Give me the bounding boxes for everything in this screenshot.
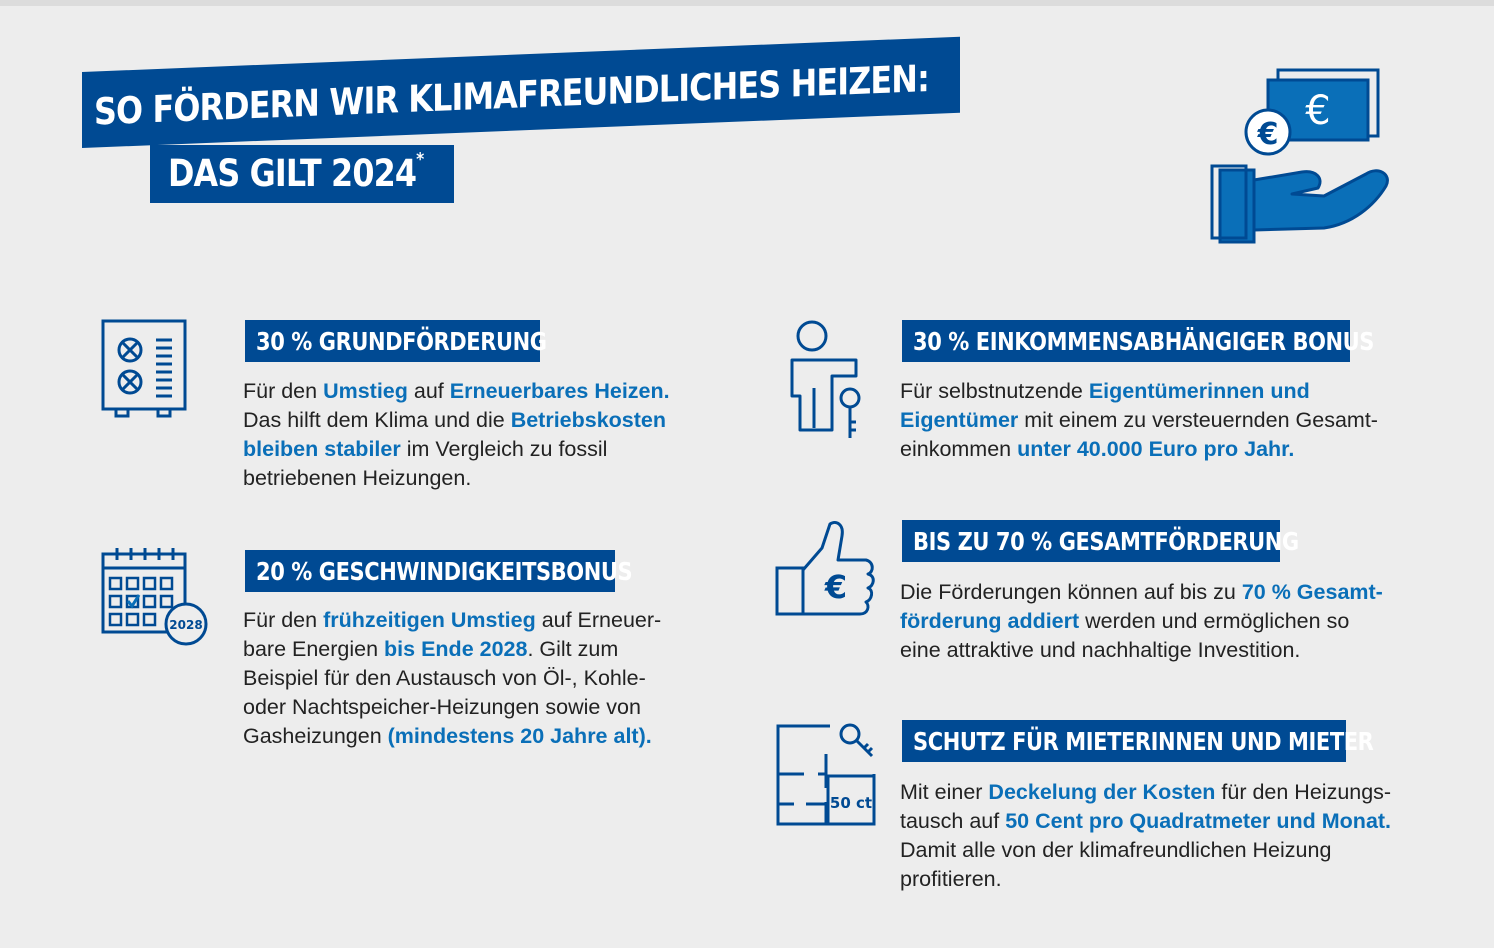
- euro-hand-icon: [1206, 66, 1392, 250]
- top-divider: [0, 0, 1494, 6]
- grund-title-tag: [245, 320, 547, 362]
- svg-text:2028: 2028: [169, 618, 203, 632]
- income-title: 30 % EINKOMMENSABHÄNGIGER BONUS: [913, 327, 1375, 356]
- owner-key-icon: [784, 318, 868, 442]
- total-title: BIS ZU 70 % GESAMTFÖRDERUNG: [913, 527, 1299, 556]
- tenant-text: Mit einer Deckelung der Kosten für den Heizungs- tausch auf 50 Cent pro Quadratmeter und Monat. Damit alle von der klimafreundlichen Heizung profitieren.: [900, 780, 1392, 891]
- tenant-title-tag: [902, 720, 1374, 762]
- svg-text:50 ct: 50 ct: [829, 794, 873, 812]
- svg-text:€: €: [1305, 88, 1331, 134]
- header-title-line1: SO FÖRDERN WIR KLIMAFREUNDLICHES HEIZEN:: [94, 56, 929, 134]
- thumbs-up-euro-icon: [774, 518, 878, 620]
- grund-title: 30 % GRUNDFÖRDERUNG: [256, 327, 547, 356]
- heat-pump-icon: [100, 318, 188, 418]
- income-text: Für selbstnutzende Eigentümerinnen und Eigentümer mit einem zu versteuernden Gesamt- einkommen unter 40.000 Euro pro Jahr.: [900, 379, 1378, 461]
- calendar-icon: [100, 546, 210, 648]
- tenant-title: SCHUTZ FÜR MIETERINNEN UND MIETER: [913, 727, 1374, 756]
- header-title-line2: DAS GILT 2024*: [168, 149, 424, 195]
- header-banner-line2: [150, 145, 454, 203]
- speed-title-tag: [245, 550, 633, 592]
- income-title-tag: [902, 320, 1375, 362]
- speed-text: Für den frühzeitigen Umstieg auf Erneuer- bare Energien bis Ende 2028. Gilt zum Beispiel für den Austausch von Öl-, Kohle- oder Nachtspeicher-Heizungen sowie von Gasheizungen (mindestens 20 Jahre alt).: [243, 608, 662, 748]
- svg-text:€: €: [824, 568, 848, 606]
- grund-text: Für den Umstieg auf Erneuerbares Heizen. Das hilft dem Klima und die Betriebskosten bleiben stabiler im Vergleich zu fossil betriebenen Heizungen.: [243, 379, 670, 490]
- speed-title: 20 % GESCHWINDIGKEITSBONUS: [256, 557, 633, 586]
- footnote-mark: *: [416, 149, 424, 170]
- svg-text:€: €: [1257, 117, 1279, 152]
- total-title-tag: [902, 520, 1299, 562]
- floorplan-key-icon: [774, 718, 878, 830]
- total-text: Die Förderungen können auf bis zu 70 % Gesamt- förderung addiert werden und ermöglichen so eine attraktive und nachhaltige Investition.: [900, 580, 1383, 662]
- header-banner-line1: [82, 37, 960, 148]
